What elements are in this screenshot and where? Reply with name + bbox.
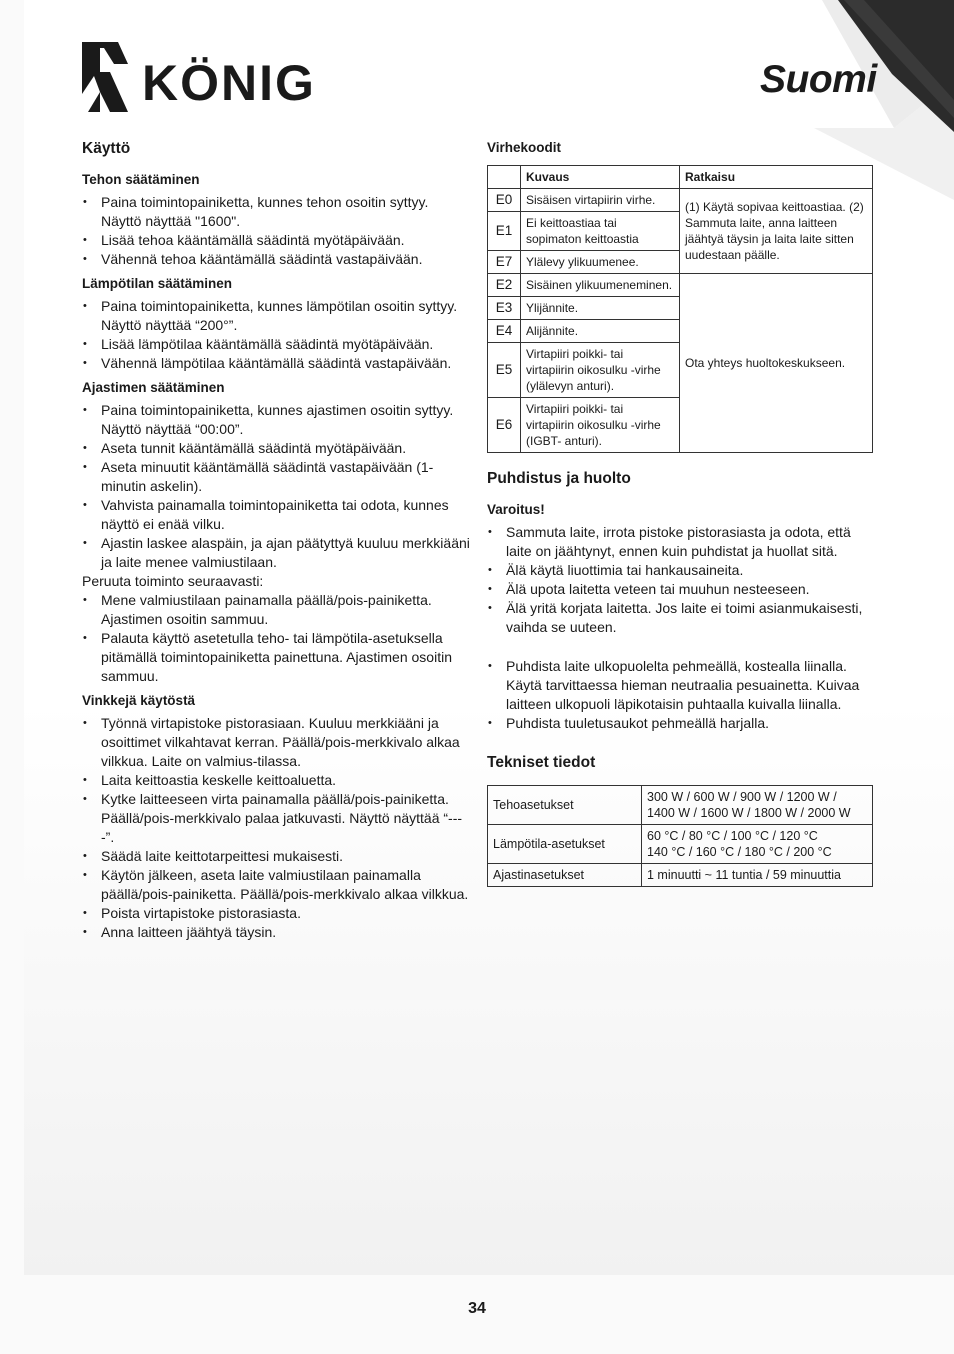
warning-list: [487, 523, 874, 637]
list-item: • Käytön jälkeen, aseta laite valmiustilaan painamalla päällä/pois-painiketta. Päällä/pois-merkkivalo alkaa vilkkua.: [82, 866, 472, 904]
right-column: [487, 139, 874, 887]
list-item: • Lisää tehoa kääntämällä säädintä myötäpäivään.: [82, 231, 472, 250]
cleaning-title: Puhdistus ja huolto: [487, 470, 631, 487]
spec-value: 300 W / 600 W / 900 W / 1200 W / 1400 W / 1600 W / 1800 W / 2000 W: [642, 786, 873, 825]
error-codes-table: [487, 165, 873, 453]
list-item: • Älä käytä liuottimia tai hankausaineita.: [487, 561, 874, 580]
list-item: • Älä upota laitetta veteen tai muuhun nesteeseen.: [487, 580, 874, 599]
list-item: • Puhdista laite ulkopuolelta pehmeällä, kostealla liinalla. Käytä tarvittaessa hieman neutraalia pesuainetta. Kuivaa laitteen ulkopuoli läpikotaisin puhtaalla kuivalla liinalla.: [487, 657, 874, 714]
section-heading: Lämpötilan säätäminen: [82, 276, 233, 291]
error-code: E5: [488, 343, 521, 398]
list-item: • Poista virtapistoke pistorasiasta.: [82, 904, 472, 923]
spec-value: 60 °C / 80 °C / 100 °C / 120 °C 140 °C / 160 °C / 180 °C / 200 °C: [642, 825, 873, 864]
error-description: Ei keittoastiaa tai sopimaton keittoastia: [521, 212, 680, 251]
list-item: • Palauta käyttö asetetulla teho- tai lämpötila-asetuksella pitämällä toimintopainiketta painettuna. Ajastimen osoitin sammuu.: [82, 629, 472, 686]
table-header-row: [488, 166, 873, 189]
error-solution: (1) Käytä sopivaa keittoastiaa. (2) Sammuta laite, anna laitteen jäähtyä täysin ja laita laite sitten uudestaan päälle.: [680, 189, 873, 274]
list-item: • Aseta minuutit kääntämällä säädintä vastapäivään (1-minutin askelin).: [82, 458, 472, 496]
description-header: Kuvaus: [521, 166, 680, 189]
list-item: • Laita keittoastia keskelle keittoaluetta.: [82, 771, 472, 790]
error-description: Virtapiiri poikki- tai virtapiirin oikosulku -virhe (IGBT- anturi).: [521, 398, 680, 453]
temperature-list: [82, 297, 472, 373]
error-description: Ylälevy ylikuumenee.: [521, 251, 680, 274]
list-item: • Vähennä tehoa kääntämällä säädintä vastapäivään.: [82, 250, 472, 269]
error-codes-heading: Virhekoodit: [487, 140, 562, 155]
table-row: [488, 864, 873, 887]
list-item: • Älä yritä korjata laitetta. Jos laite ei toimi asianmukaisesti, vaihda se uuteen.: [487, 599, 874, 637]
list-item: • Kytke laitteeseen virta painamalla päällä/pois-painiketta. Päällä/pois-merkkivalo palaa jatkuvasti. Näyttö näyttää “----”.: [82, 790, 472, 847]
page-number: 34: [468, 1300, 486, 1317]
table-row: [488, 274, 873, 297]
error-code: E1: [488, 212, 521, 251]
timer-list: [82, 401, 472, 572]
cancel-note: Peruuta toiminto seuraavasti:: [82, 573, 264, 589]
section-heading: Ajastimen säätäminen: [82, 380, 225, 395]
power-list: [82, 193, 472, 269]
list-item: • Puhdista tuuletusaukot pehmeällä harjalla.: [487, 714, 874, 733]
list-item: • Säädä laite keittotarpeittesi mukaisesti.: [82, 847, 472, 866]
list-item: • Paina toimintopainiketta, kunnes tehon osoitin syttyy. Näyttö näyttää "1600".: [82, 193, 472, 231]
tips-list: [82, 714, 472, 942]
spec-label: Tehoasetukset: [488, 786, 642, 825]
konig-logo-icon: [80, 42, 335, 114]
usage-column: [82, 139, 472, 948]
list-item: • Lisää lämpötilaa kääntämällä säädintä myötäpäivään.: [82, 335, 472, 354]
warning-heading: Varoitus!: [487, 502, 545, 517]
spec-label: Ajastinasetukset: [488, 864, 642, 887]
error-code: E3: [488, 297, 521, 320]
error-solution: Ota yhteys huoltokeskukseen.: [680, 274, 873, 453]
error-code: E6: [488, 398, 521, 453]
list-item: • Vähennä lämpötilaa kääntämällä säädintä vastapäivään.: [82, 354, 472, 373]
table-row: [488, 825, 873, 864]
table-row: [488, 786, 873, 825]
list-item: • Aseta tunnit kääntämällä säädintä myötäpäivään.: [82, 439, 472, 458]
table-row: [488, 189, 873, 212]
svg-text:KÖNIG: KÖNIG: [142, 55, 316, 111]
specs-table: [487, 785, 873, 887]
error-code: E7: [488, 251, 521, 274]
section-heading: Tehon säätäminen: [82, 172, 200, 187]
spec-label: Lämpötila-asetukset: [488, 825, 642, 864]
error-code: E2: [488, 274, 521, 297]
error-description: Virtapiiri poikki- tai virtapiirin oikosulku -virhe (ylälevyn anturi).: [521, 343, 680, 398]
spec-value: 1 minuutti ~ 11 tuntia / 59 minuuttia: [642, 864, 873, 887]
error-code: E4: [488, 320, 521, 343]
error-description: Ylijännite.: [521, 297, 680, 320]
error-description: Sisäinen ylikuumeneminen.: [521, 274, 680, 297]
list-item: • Työnnä virtapistoke pistorasiaan. Kuuluu merkkiääni ja osoittimet vilkahtavat kerran. Päällä/pois-merkkivalo alkaa vilkkua. Laite on valmius-tilassa.: [82, 714, 472, 771]
cleaning-list: [487, 657, 874, 733]
error-description: Sisäisen virtapiirin virhe.: [521, 189, 680, 212]
brand-logo: [80, 42, 335, 119]
list-item: • Vahvista painamalla toimintopainiketta tai odota, kunnes näyttö ei enää vilku.: [82, 496, 472, 534]
list-item: • Paina toimintopainiketta, kunnes lämpötilan osoitin syttyy. Näyttö näyttää “200°”.: [82, 297, 472, 335]
list-item: • Paina toimintopainiketta, kunnes ajastimen osoitin syttyy. Näyttö näyttää “00:00”.: [82, 401, 472, 439]
list-item: • Mene valmiustilaan painamalla päällä/pois-painiketta. Ajastimen osoitin sammuu.: [82, 591, 472, 629]
section-heading: Vinkkejä käytöstä: [82, 693, 196, 708]
list-item: • Sammuta laite, irrota pistoke pistorasiasta ja odota, että laite on jäähtynyt, ennen kuin puhdistat ja huollat sitä.: [487, 523, 874, 561]
list-item: • Anna laitteen jäähtyä täysin.: [82, 923, 472, 942]
error-code: E0: [488, 189, 521, 212]
language-title: Suomi: [760, 58, 877, 101]
cancel-list: [82, 591, 472, 686]
code-header-cell: [488, 166, 521, 189]
list-item: • Ajastin laskee alaspäin, ja ajan päätyttyä kuuluu merkkiääni ja laite menee valmiustilaan.: [82, 534, 472, 572]
specs-title: Tekniset tiedot: [487, 754, 596, 771]
usage-title: Käyttö: [82, 140, 131, 157]
error-description: Alijännite.: [521, 320, 680, 343]
solution-header: Ratkaisu: [680, 166, 873, 189]
